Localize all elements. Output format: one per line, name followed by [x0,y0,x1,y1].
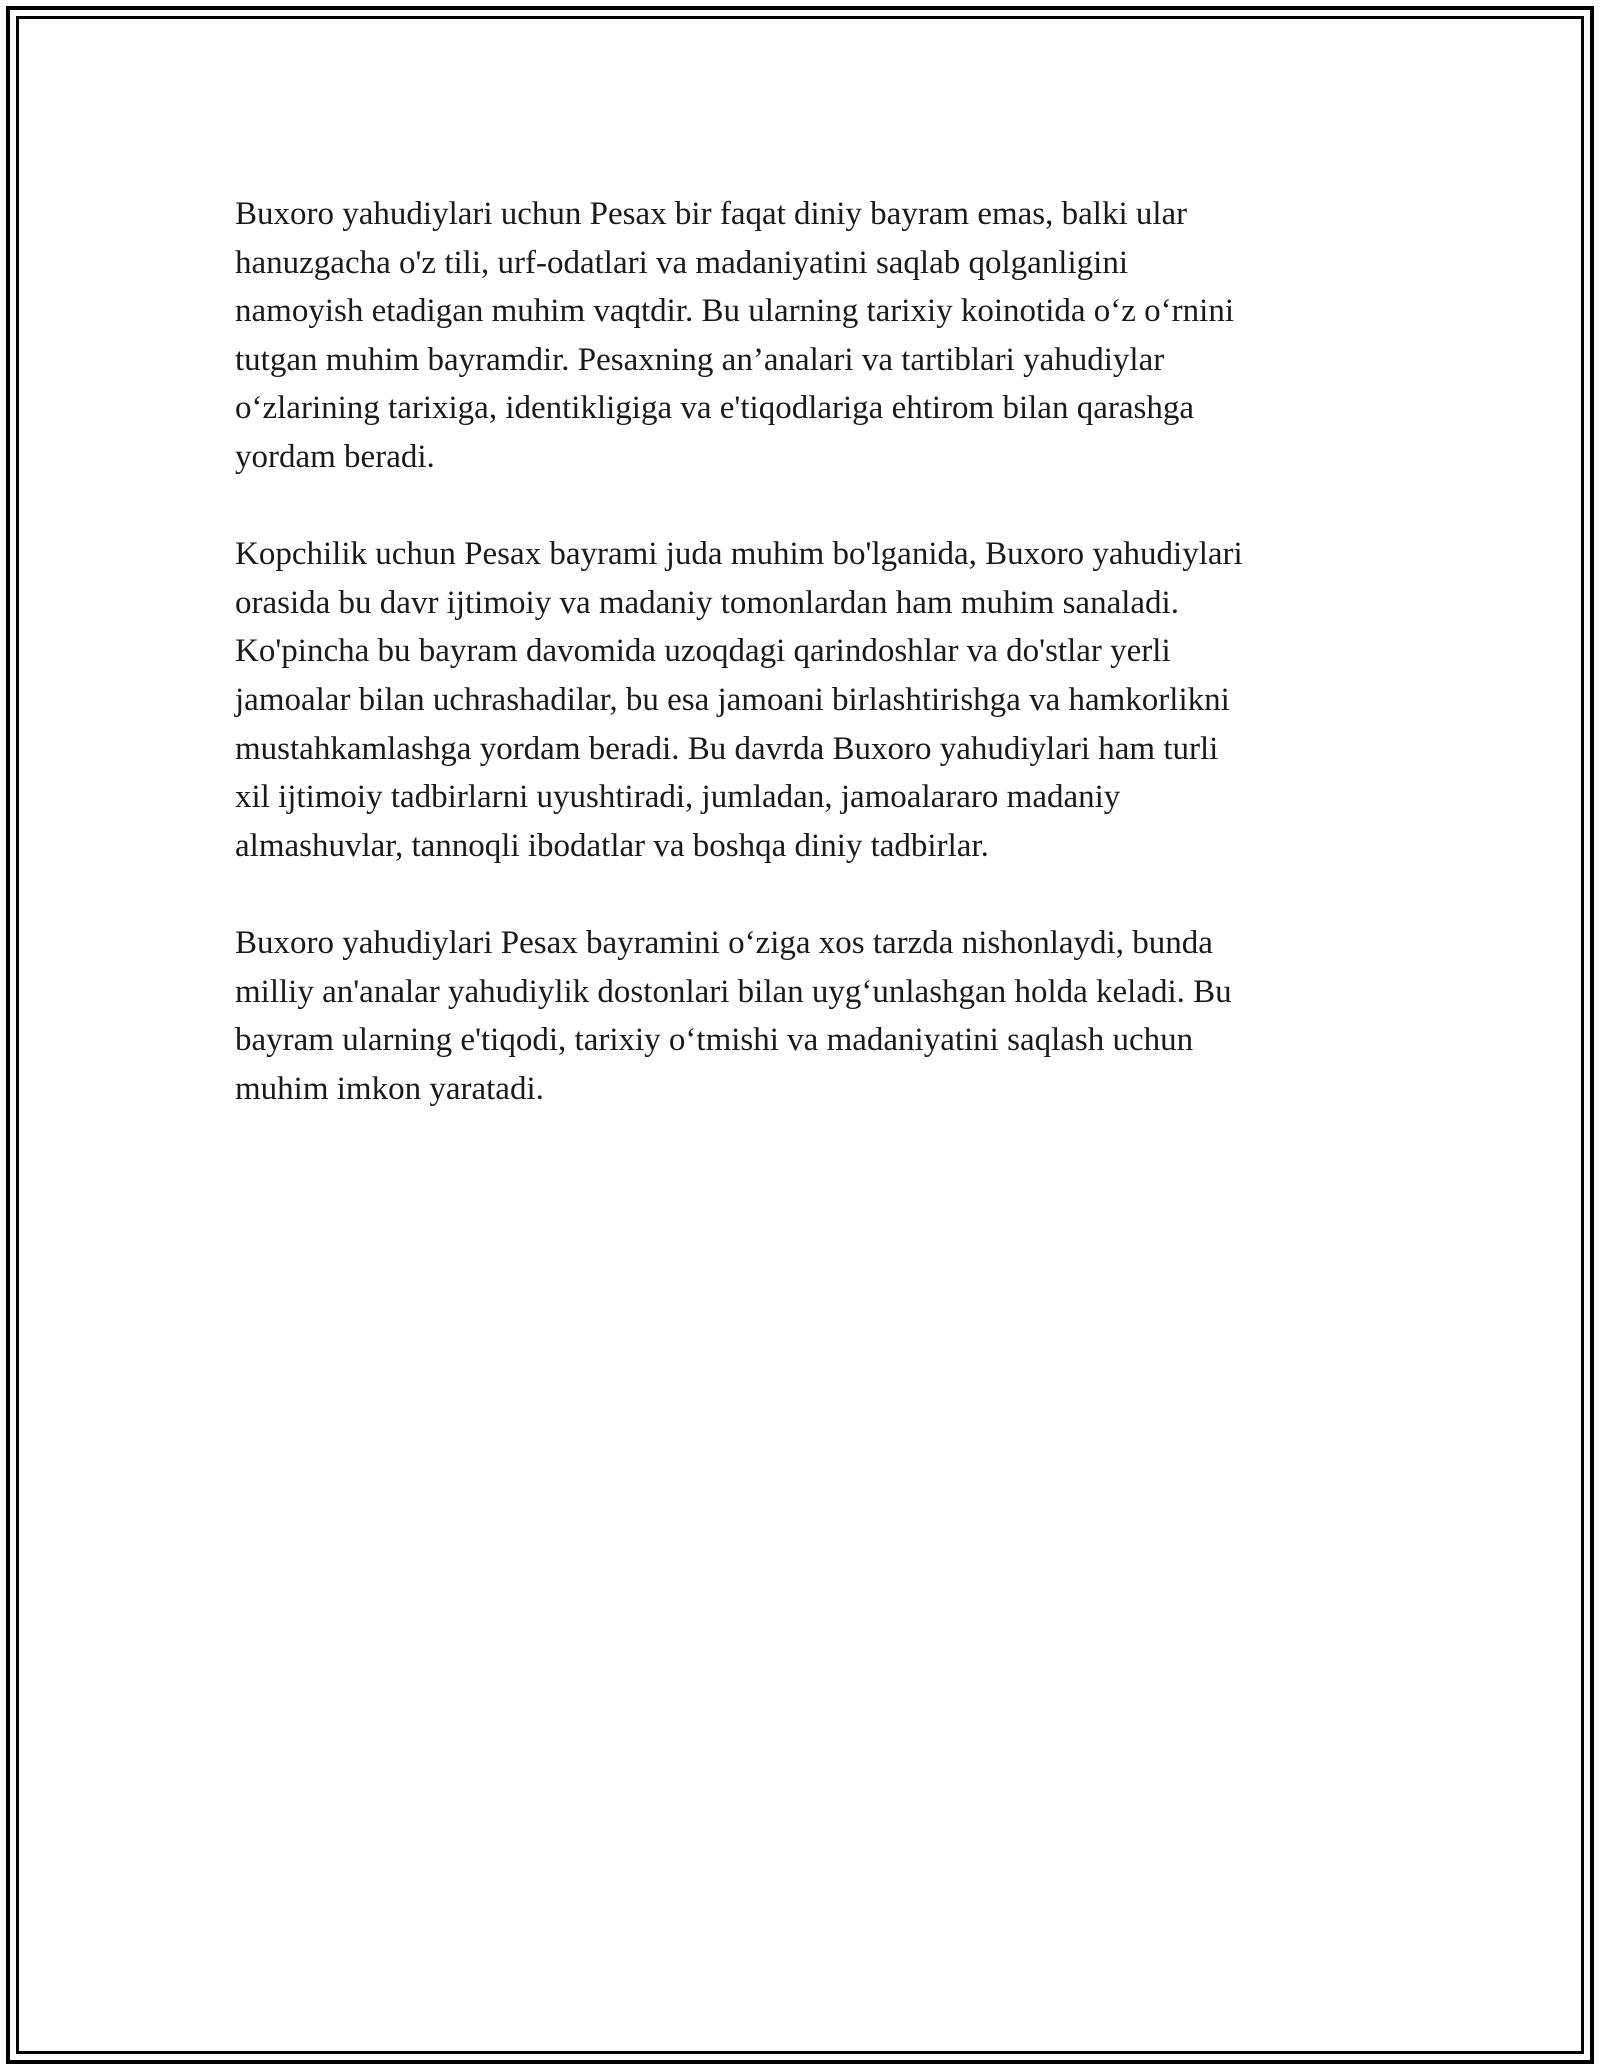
document-body [235,190,1375,1162]
paragraph-2: Kopchilik uchun Pesax bayrami juda muhim bo'lganida, Buxoro yahudiylari orasida bu davr ijtimoiy va madaniy tomonlardan ham muhim sanaladi. Ko'pincha bu bayram davomida uzoqdagi qarindoshlar va do'stlar yerli jamoalar bilan uchrashadilar, bu esa jamoani birlashtirishga va hamkorlikni mustahkamlashga yordam beradi. Bu davrda Buxoro yahudiylari ham turli xil ijtimoiy tadbirlarni uyushtiradi, jumladan, jamoalararo madaniy almashuvlar, tannoqli ibodatlar va boshqa diniy tadbirlar. [235,536,1243,864]
paragraph-3: Buxoro yahudiylari Pesax bayramini o‘ziga xos tarzda nishonlaydi, bunda milliy an'analar yahudiylik dostonlari bilan uyg‘unlashgan holda keladi. Bu bayram ularning e'tiqodi, tarixiy o‘tmishi va madaniyatini saqlash uchun muhim imkon yaratadi. [235,924,1232,1107]
paragraph-1: Buxoro yahudiylari uchun Pesax bir faqat diniy bayram emas, balki ular hanuzgacha o'z tili, urf-odatlari va madaniyatini saqlab qolganligini namoyish etadigan muhim vaqtdir. Bu ularning tarixiy koinotida o‘z o‘rnini tutgan muhim bayramdir. Pesaxning an’analari va tartiblari yahudiylar o‘zlarining tarixiga, identikligiga va e'tiqodlariga ehtirom bilan qarashga yordam beradi. [235,196,1234,475]
